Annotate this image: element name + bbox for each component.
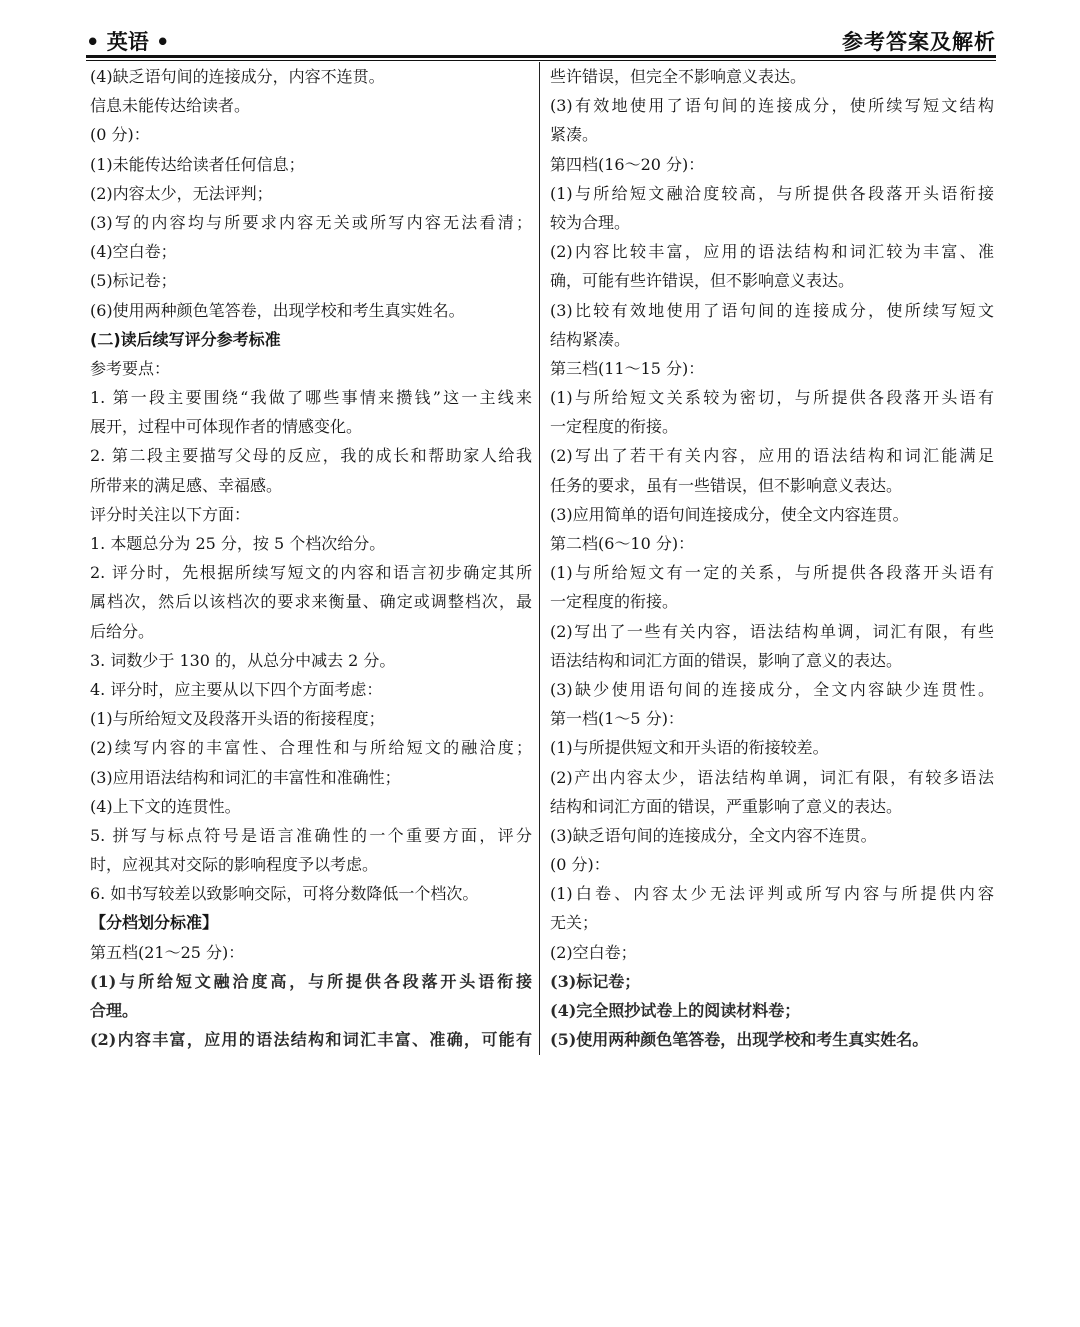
- left-column: [90, 62, 532, 1054]
- left-column-text-line: (1)与所给短文融洽度高，与所提供各段落开头语衔接: [90, 971, 532, 991]
- left-column-text-line: 2. 第二段主要描写父母的反应，我的成长和帮助家人给我: [90, 446, 532, 466]
- right-column-text-line: 一定程度的衔接。: [550, 417, 679, 437]
- left-column-text-line: (0 分)：: [90, 125, 150, 145]
- left-column-text-line: 所带来的满足感、幸福感。: [90, 475, 283, 495]
- right-column-text-line: 无关；: [550, 913, 599, 933]
- left-column-text-line: (6)使用两种颜色笔答卷，出现学校和考生真实姓名。: [90, 300, 465, 320]
- left-column-text-line: (4)缺乏语句间的连接成分，内容不连贯。: [90, 67, 385, 86]
- right-column-text-line: (5)使用两种颜色笔答卷，出现学校和考生真实姓名。: [550, 1030, 929, 1050]
- right-column-text-line: (1)与所给短文有一定的关系，与所提供各段落开头语有: [550, 563, 994, 583]
- right-column-text-line: (3)缺少使用语句间的连接成分，全文内容缺少连贯性。: [550, 679, 994, 699]
- right-column-text-line: 些许错误，但完全不影响意义表达。: [550, 67, 807, 86]
- section-title: 参考答案及解析: [842, 30, 996, 54]
- right-column-text-line: (3)标记卷；: [550, 971, 641, 991]
- left-column-text-line: (2)内容丰富，应用的语法结构和词汇丰富、准确，可能有: [90, 1030, 532, 1050]
- right-column-text-line: 第二档(6～10 分)：: [550, 534, 695, 553]
- right-column-text-line: (2)写出了一些有关内容，语法结构单调，词汇有限，有些: [550, 621, 994, 641]
- left-column-text-line: 参考要点：: [90, 358, 171, 378]
- right-column-text-line: 紧凑。: [550, 125, 599, 145]
- left-column-text-line: 信息未能传达给读者。: [90, 96, 251, 116]
- right-column-text-line: (4)完全照抄试卷上的阅读材料卷；: [550, 1001, 801, 1020]
- right-column-text-line: 较为合理。: [550, 212, 631, 232]
- left-column-text-line: (4)上下文的连贯性。: [90, 796, 241, 816]
- right-column-text-line: 结构和词汇方面的错误，严重影响了意义的表达。: [550, 796, 903, 816]
- left-column-text-line: 第五档(21～25 分)：: [90, 942, 245, 962]
- left-column-text-line: (2)续写内容的丰富性、合理性和与所给短文的融洽度；: [90, 738, 532, 758]
- right-column-text-line: (0 分)：: [550, 855, 610, 875]
- left-column-text-line: (3)写的内容均与所要求内容无关或所写内容无法看清；: [90, 212, 532, 232]
- right-column-text-line: 语法结构和词汇方面的错误，影响了意义的表达。: [550, 650, 903, 670]
- right-column-text-line: (3)应用简单的语句间连接成分，使全文内容连贯。: [550, 504, 909, 524]
- left-column-text-line: 合理。: [90, 1001, 139, 1020]
- left-column-text-line: 1. 第一段主要围绕“我做了哪些事情来攒钱”这一主线来: [90, 388, 532, 408]
- right-column-text-line: (1)白卷、内容太少无法评判或所写内容与所提供内容: [550, 884, 994, 904]
- right-column-text-line: (1)与所提供短文和开头语的衔接较差。: [550, 738, 829, 758]
- right-column-text-line: (1)与所给短文融洽度较高，与所提供各段落开头语衔接: [550, 183, 994, 203]
- right-column-text-line: (2)写出了若干有关内容，应用的语法结构和词汇能满足: [550, 446, 994, 466]
- left-column-text-line: 属档次，然后以该档次的要求来衡量、确定或调整档次，最: [90, 592, 532, 612]
- left-column-heading-line: (二)读后续写评分参考标准: [90, 329, 281, 349]
- right-column-text-line: (3)缺乏语句间的连接成分，全文内容不连贯。: [550, 825, 877, 845]
- right-column-text-line: 第四档(16～20 分)：: [550, 154, 705, 174]
- right-column: [550, 62, 994, 1054]
- right-column-text-line: (3)比较有效地使用了语句间的连接成分，使所续写短文: [550, 300, 994, 320]
- right-column-text-line: (2)产出内容太少，语法结构单调，词汇有限，有较多语法: [550, 767, 994, 787]
- left-column-text-line: (4)空白卷；: [90, 242, 177, 262]
- right-column-text-line: 结构紧凑。: [550, 329, 631, 349]
- left-column-text-line: 6. 如书写较差以致影响交际，可将分数降低一个档次。: [90, 884, 479, 904]
- page-header: [86, 22, 996, 56]
- right-column-text-line: (2)内容比较丰富，应用的语法结构和词汇较为丰富、准: [550, 242, 994, 262]
- subject-title: • 英语 •: [86, 30, 170, 54]
- right-column-text-line: 确，可能有些许错误，但不影响意义表达。: [550, 271, 855, 291]
- left-column-text-line: (1)与所给短文及段落开头语的衔接程度；: [90, 709, 385, 729]
- right-column-text-line: 任务的要求，虽有一些错误，但不影响意义表达。: [550, 475, 903, 495]
- left-column-text-line: 后给分。: [90, 621, 155, 641]
- left-column-text-line: 2. 评分时，先根据所续写短文的内容和语言初步确定其所: [90, 563, 532, 583]
- left-column-text-line: 评分时关注以下方面：: [90, 504, 251, 524]
- left-column-text-line: 4. 评分时，应主要从以下四个方面考虑：: [90, 679, 383, 699]
- left-column-text-line: (2)内容太少，无法评判；: [90, 183, 273, 203]
- header-rule-thick: [86, 55, 996, 58]
- right-column-text-line: 第一档(1～5 分)：: [550, 709, 684, 729]
- left-column-text-line: 展开，过程中可体现作者的情感变化。: [90, 417, 363, 437]
- left-column-text-line: (5)标记卷；: [90, 271, 177, 291]
- right-column-text-line: (3)有效地使用了语句间的连接成分，使所续写短文结构: [550, 96, 994, 116]
- left-column-text-line: 5. 拼写与标点符号是语言准确性的一个重要方面，评分: [90, 825, 532, 845]
- column-divider: [539, 62, 540, 1055]
- right-column-text-line: 第三档(11～15 分)：: [550, 358, 705, 378]
- left-column-text-line: (1)未能传达给读者任何信息；: [90, 154, 305, 174]
- header-rule-thin: [86, 60, 996, 61]
- left-column-text-line: 1. 本题总分为 25 分，按 5 个档次给分。: [90, 534, 386, 553]
- right-column-text-line: (2)空白卷；: [550, 942, 637, 962]
- right-column-text-line: (1)与所给短文关系较为密切，与所提供各段落开头语有: [550, 388, 994, 408]
- left-column-text-line: 时，应视其对交际的影响程度予以考虑。: [90, 855, 379, 875]
- left-column-text-line: (3)应用语法结构和词汇的丰富性和准确性；: [90, 767, 401, 787]
- left-column-heading-line: 【分档划分标准】: [90, 913, 219, 933]
- right-column-text-line: 一定程度的衔接。: [550, 592, 679, 612]
- left-column-text-line: 3. 词数少于 130 的，从总分中减去 2 分。: [90, 650, 396, 670]
